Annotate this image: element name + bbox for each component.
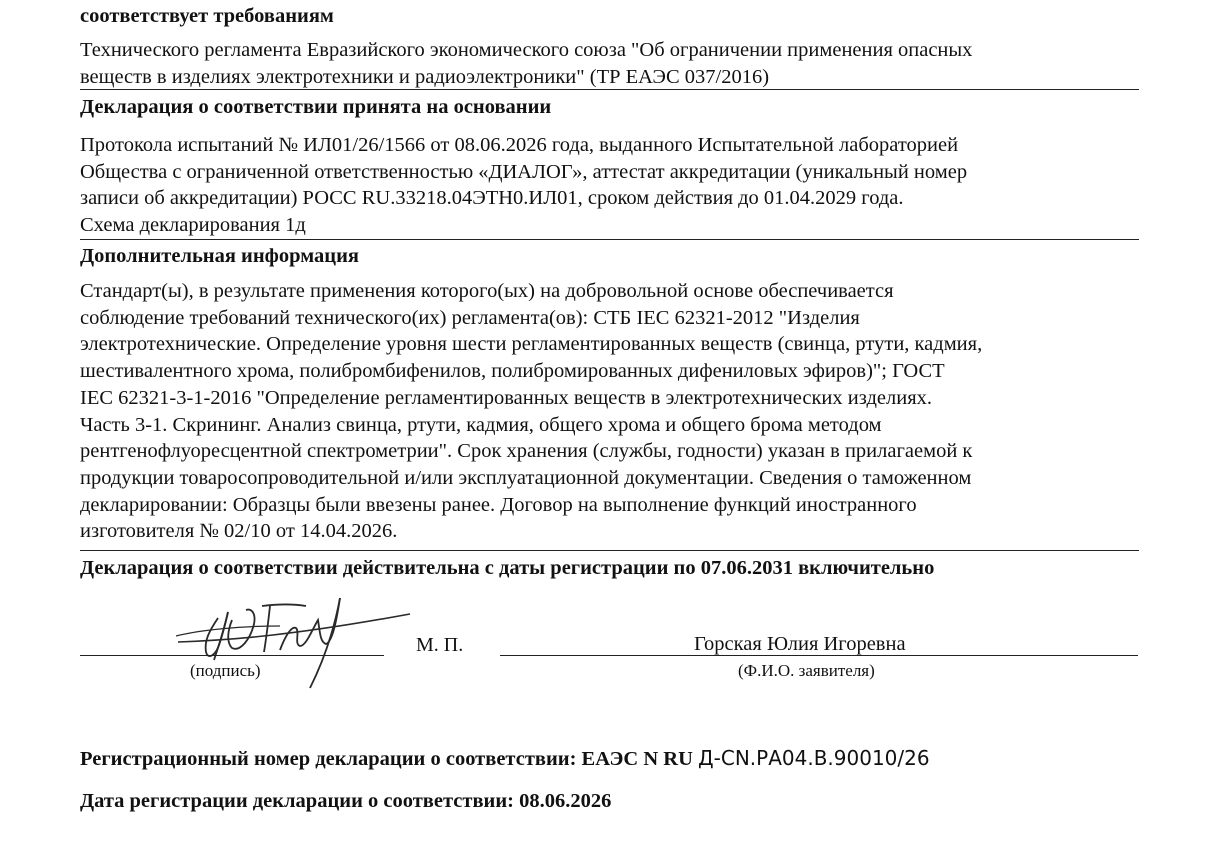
basis-line: Протокола испытаний № ИЛ01/26/1566 от 08.06.2026 года, выданного Испытательной лабораторией [80,134,959,156]
registration-date-label: Дата регистрации декларации о соответствии: [80,790,514,812]
basis-line: записи об аккредитации) РОСС RU.33218.04ЭТН0.ИЛ01, сроком действия до 01.04.2029 года. [80,187,904,210]
additional-info-text [80,278,1140,545]
signature-caption: (подпись) [190,661,261,680]
requirements-header: соответствует требованиям [80,5,334,27]
additional-line: продукции товаросопроводительной и/или эксплуатационной документации. Сведения о таможенном [80,466,972,489]
additional-line: шестивалентного хрома, полибромбифенилов, полибромированных дифениловых эфиров)"; ГОСТ [80,360,945,383]
additional-line: рентгенофлуоресцентной спектрометрии". Срок хранения (службы, годности) указан в прилагаемой к [80,440,973,463]
regulation-line: Технического регламента Евразийского экономического союза "Об ограничении применения опасных [80,39,973,61]
registration-number-label: Регистрационный номер декларации о соответствии: ЕАЭС N RU [80,748,693,770]
basis-text [80,132,1140,239]
registration-number [80,745,1140,772]
additional-line: декларировании: Образцы были ввезены ранее. Договор на выполнение функций иностранного [80,493,917,516]
applicant-name: Горская Юлия Игоревна [694,633,906,655]
basis-line: Схема декларирования 1д [80,214,306,237]
registration-date [80,788,1140,814]
divider [80,239,1139,240]
name-caption: (Ф.И.О. заявителя) [738,661,875,680]
stamp-label: М. П. [416,634,464,656]
divider [80,89,1139,90]
additional-line: Часть 3-1. Скрининг. Анализ свинца, ртути, кадмия, общего хрома и общего брома методом [80,413,882,436]
additional-line: соблюдение требований технического(их) регламента(ов): СТБ IEC 62321-2012 "Изделия [80,306,860,329]
divider [80,550,1139,551]
additional-line: IEC 62321-3-1-2016 "Определение регламентированных веществ в электротехнических изделиях. [80,386,933,409]
validity-statement: Декларация о соответствии действительна с даты регистрации по 07.06.2031 включительно [80,557,935,579]
additional-line: Стандарт(ы), в результате применения которого(ых) на добровольной основе обеспечивается [80,280,894,302]
additional-line: изготовителя № 02/10 от 14.04.2026. [80,520,398,543]
additional-info-header: Дополнительная информация [80,245,359,267]
regulation-line: веществ в изделиях электротехники и радиоэлектроники" (ТР ЕАЭС 037/2016) [80,65,770,88]
signature-line [80,655,384,656]
basis-header: Декларация о соответствии принята на основании [80,96,552,118]
basis-line: Общества с ограниченной ответственностью «ДИАЛОГ», аттестат аккредитации (уникальный номер [80,160,968,183]
additional-line: электротехнические. Определение уровня шести регламентированных веществ (свинца, ртути, кадмия, [80,333,983,356]
registration-date-value: 08.06.2026 [519,790,612,812]
name-line [500,655,1138,656]
regulation-text [80,37,1140,90]
registration-number-value: Д-CN.РА04.В.90010/26 [698,746,930,770]
